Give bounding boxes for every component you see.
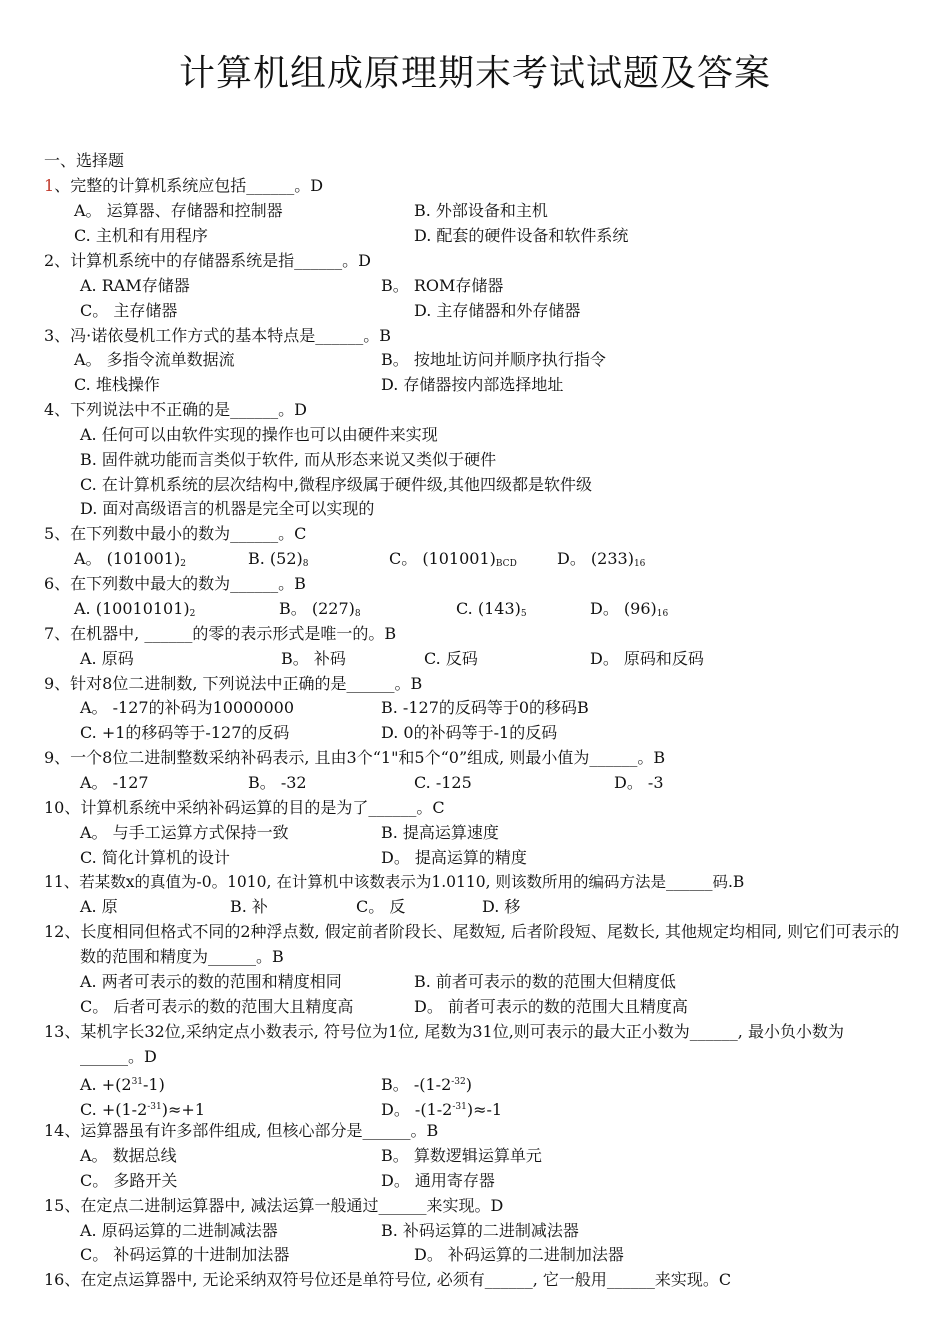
- section-heading: 一、选择题: [44, 151, 125, 170]
- q6-option-b-value: B。 (227): [279, 599, 355, 618]
- q9a-option-c: C. +1的移码等于-127的反码: [80, 723, 290, 742]
- q13-option-b-post: ): [465, 1075, 473, 1094]
- q2-option-d: D. 主存储器和外存储器: [414, 301, 581, 320]
- question-1-text: 、完整的计算机系统应包括______。D: [54, 176, 324, 195]
- q1-option-c: C. 主机和有用程序: [74, 226, 208, 245]
- q15-option-b: B. 补码运算的二进制减法器: [381, 1221, 579, 1240]
- q7-option-b: B。 补码: [281, 649, 346, 668]
- q15-option-d: D。 补码运算的二进制加法器: [414, 1245, 624, 1264]
- q13-option-c-exp: -31: [147, 1102, 162, 1112]
- q7-option-d: D。 原码和反码: [590, 649, 704, 668]
- document-title: 计算机组成原理期末考试试题及答案: [178, 53, 771, 94]
- q5-option-b-base: 8: [302, 559, 309, 569]
- q11-option-d: D. 移: [482, 897, 521, 916]
- q2-option-b: B。 ROM存储器: [381, 276, 504, 295]
- q4-option-c: C. 在计算机系统的层次结构中,微程序级属于硬件级,其他四级都是软件级: [80, 475, 593, 494]
- q6-option-c-base: 5: [520, 609, 527, 619]
- q13-option-d-post: )≈-1: [466, 1100, 503, 1119]
- q7-option-c: C. 反码: [424, 649, 478, 668]
- q9b-option-a: A。 -127: [80, 773, 149, 792]
- q14-option-d: D。 通用寄存器: [381, 1171, 495, 1190]
- question-9b: 9、一个8位二进制整数采纳补码表示, 且由3个“1"和5个“0”组成, 则最小值为______。B: [44, 748, 666, 767]
- q5-option-b-value: B. (52): [248, 549, 303, 568]
- question-13: 13、某机字长32位,采纳定点小数表示, 符号位为1位, 尾数为31位,则可表示的最大正小数为______, 最小负小数为______。D: [44, 1022, 844, 1066]
- q4-option-a: A. 任何可以由软件实现的操作也可以由硬件来实现: [80, 425, 438, 444]
- q13-option-b-exp: -32: [451, 1077, 466, 1087]
- q12-option-c: C。 后者可表示的数的范围大且精度高: [80, 997, 354, 1016]
- q2-option-a: A. RAM存储器: [80, 276, 190, 295]
- q14-option-c: C。 多路开关: [80, 1171, 178, 1190]
- q6-option-c: [456, 598, 527, 625]
- q15-option-c: C。 补码运算的十进制加法器: [80, 1245, 290, 1264]
- q6-option-d-base: 16: [656, 609, 669, 619]
- q4-option-d: D. 面对高级语言的机器是完全可以实现的: [80, 499, 375, 518]
- q6-option-c-value: C. (143): [456, 599, 521, 618]
- q13-option-d-exp: -31: [452, 1102, 467, 1112]
- q13-option-c: [80, 1096, 205, 1121]
- q13-option-b: [381, 1071, 472, 1096]
- q5-option-a-base: 2: [180, 559, 186, 569]
- q10-option-c: C. 简化计算机的设计: [80, 848, 230, 867]
- q4-option-b: B. 固件就功能而言类似于软件, 而从形态来说又类似于硬件: [80, 450, 497, 469]
- q10-option-a: A。 与手工运算方式保持一致: [80, 823, 289, 842]
- q9a-option-d: D. 0的补码等于-1的反码: [381, 723, 558, 742]
- question-12: 12、长度相同但格式不同的2种浮点数, 假定前者阶段长、尾数短, 后者阶段短、尾数长, 其他规定均相同, 则它们可表示的数的范围和精度为______。B: [44, 922, 900, 966]
- q5-option-c: [389, 548, 517, 575]
- q11-option-b: B. 补: [230, 897, 268, 916]
- question-4: 4、下列说法中不正确的是______。D: [44, 400, 308, 419]
- q9b-option-d: D。 -3: [614, 773, 664, 792]
- q13-option-c-pre: C. +(1-2: [80, 1100, 148, 1119]
- q5-option-c-base: BCD: [495, 559, 517, 569]
- question-3: 3、冯·诺依曼机工作方式的基本特点是______。B: [44, 326, 392, 345]
- q5-option-a-value: A。 (101001): [74, 549, 181, 568]
- q9b-option-c: C. -125: [414, 773, 472, 792]
- q14-option-a: A。 数据总线: [80, 1146, 177, 1165]
- q13-option-b-pre: B。 -(1-2: [381, 1075, 452, 1094]
- q6-option-b: [279, 598, 361, 625]
- q7-option-a: A. 原码: [80, 649, 134, 668]
- q13-option-a-exp: 31: [131, 1077, 144, 1087]
- q14-option-b: B。 算数逻辑运算单元: [381, 1146, 542, 1165]
- q6-option-b-base: 8: [354, 609, 361, 619]
- q5-option-d: [557, 548, 645, 575]
- q5-option-d-value: D。 (233): [557, 549, 634, 568]
- q15-option-a: A. 原码运算的二进制减法器: [80, 1221, 278, 1240]
- q5-option-b: [248, 548, 309, 575]
- q6-option-d: [590, 598, 668, 625]
- q9a-option-a: A。 -127的补码为10000000: [80, 698, 295, 717]
- question-6: 6、在下列数中最大的数为______。B: [44, 574, 306, 593]
- q1-option-a: A。 运算器、存储器和控制器: [74, 201, 283, 220]
- question-5: 5、在下列数中最小的数为______。C: [44, 524, 307, 543]
- q9b-option-b: B。 -32: [248, 773, 307, 792]
- q12-option-a: A. 两者可表示的数的范围和精度相同: [80, 972, 342, 991]
- question-1-number: 1: [44, 176, 55, 195]
- q2-option-c: C。 主存储器: [80, 301, 178, 320]
- q1-option-b: B. 外部设备和主机: [414, 201, 548, 220]
- q10-option-d: D。 提高运算的精度: [381, 848, 527, 867]
- q3-option-c: C. 堆栈操作: [74, 375, 160, 394]
- q5-option-c-value: C。 (101001): [389, 549, 496, 568]
- q13-option-a-pre: A. +(2: [80, 1075, 132, 1094]
- q13-option-d-pre: D。 -(1-2: [381, 1100, 453, 1119]
- question-16: 16、在定点运算器中, 无论采纳双符号位还是单符号位, 必须有______, 它一般用______来实现。C: [44, 1270, 732, 1289]
- q12-option-b: B. 前者可表示的数的范围大但精度低: [414, 972, 676, 991]
- question-7: 7、在机器中, ______的零的表示形式是唯一的。B: [44, 624, 397, 643]
- q12-option-d: D。 前者可表示的数的范围大且精度高: [414, 997, 688, 1016]
- q5-option-a: [74, 548, 186, 575]
- q3-option-b: B。 按地址访问并顺序执行指令: [381, 350, 606, 369]
- q13-option-c-post: )≈+1: [161, 1100, 205, 1119]
- q3-option-a: A。 多指令流单数据流: [74, 350, 235, 369]
- q6-option-a-base: 2: [189, 609, 196, 619]
- q11-option-c: C。 反: [356, 897, 406, 916]
- question-10: 10、计算机系统中采纳补码运算的目的是为了______。C: [44, 798, 445, 817]
- question-14: 14、运算器虽有许多部件组成, 但核心部分是______。B: [44, 1121, 439, 1140]
- question-11: 11、若某数x的真值为-0。1010, 在计算机中该数表示为1.0110, 则该数所用的编码方法是______码.B: [44, 873, 745, 891]
- question-1: [44, 175, 323, 197]
- q5-option-d-base: 16: [633, 559, 646, 569]
- q13-option-d: [381, 1096, 502, 1121]
- q6-option-d-value: D。 (96): [590, 599, 657, 618]
- q11-option-a: A. 原: [80, 897, 118, 916]
- q6-option-a: [74, 598, 195, 625]
- question-9a: 9、针对8位二进制数, 下列说法中正确的是______。B: [44, 674, 423, 693]
- question-15: 15、在定点二进制运算器中, 减法运算一般通过______来实现。D: [44, 1196, 504, 1215]
- q1-option-d: D. 配套的硬件设备和软件系统: [414, 226, 629, 245]
- q3-option-d: D. 存储器按内部选择地址: [381, 375, 564, 394]
- q6-option-a-value: A. (10010101): [74, 599, 190, 618]
- q13-option-a: [80, 1071, 165, 1096]
- q13-option-a-post: -1): [143, 1075, 165, 1094]
- question-2: 2、计算机系统中的存储器系统是指______。D: [44, 251, 372, 270]
- q10-option-b: B. 提高运算速度: [381, 823, 499, 842]
- q9a-option-b: B. -127的反码等于0的移码B: [381, 698, 589, 717]
